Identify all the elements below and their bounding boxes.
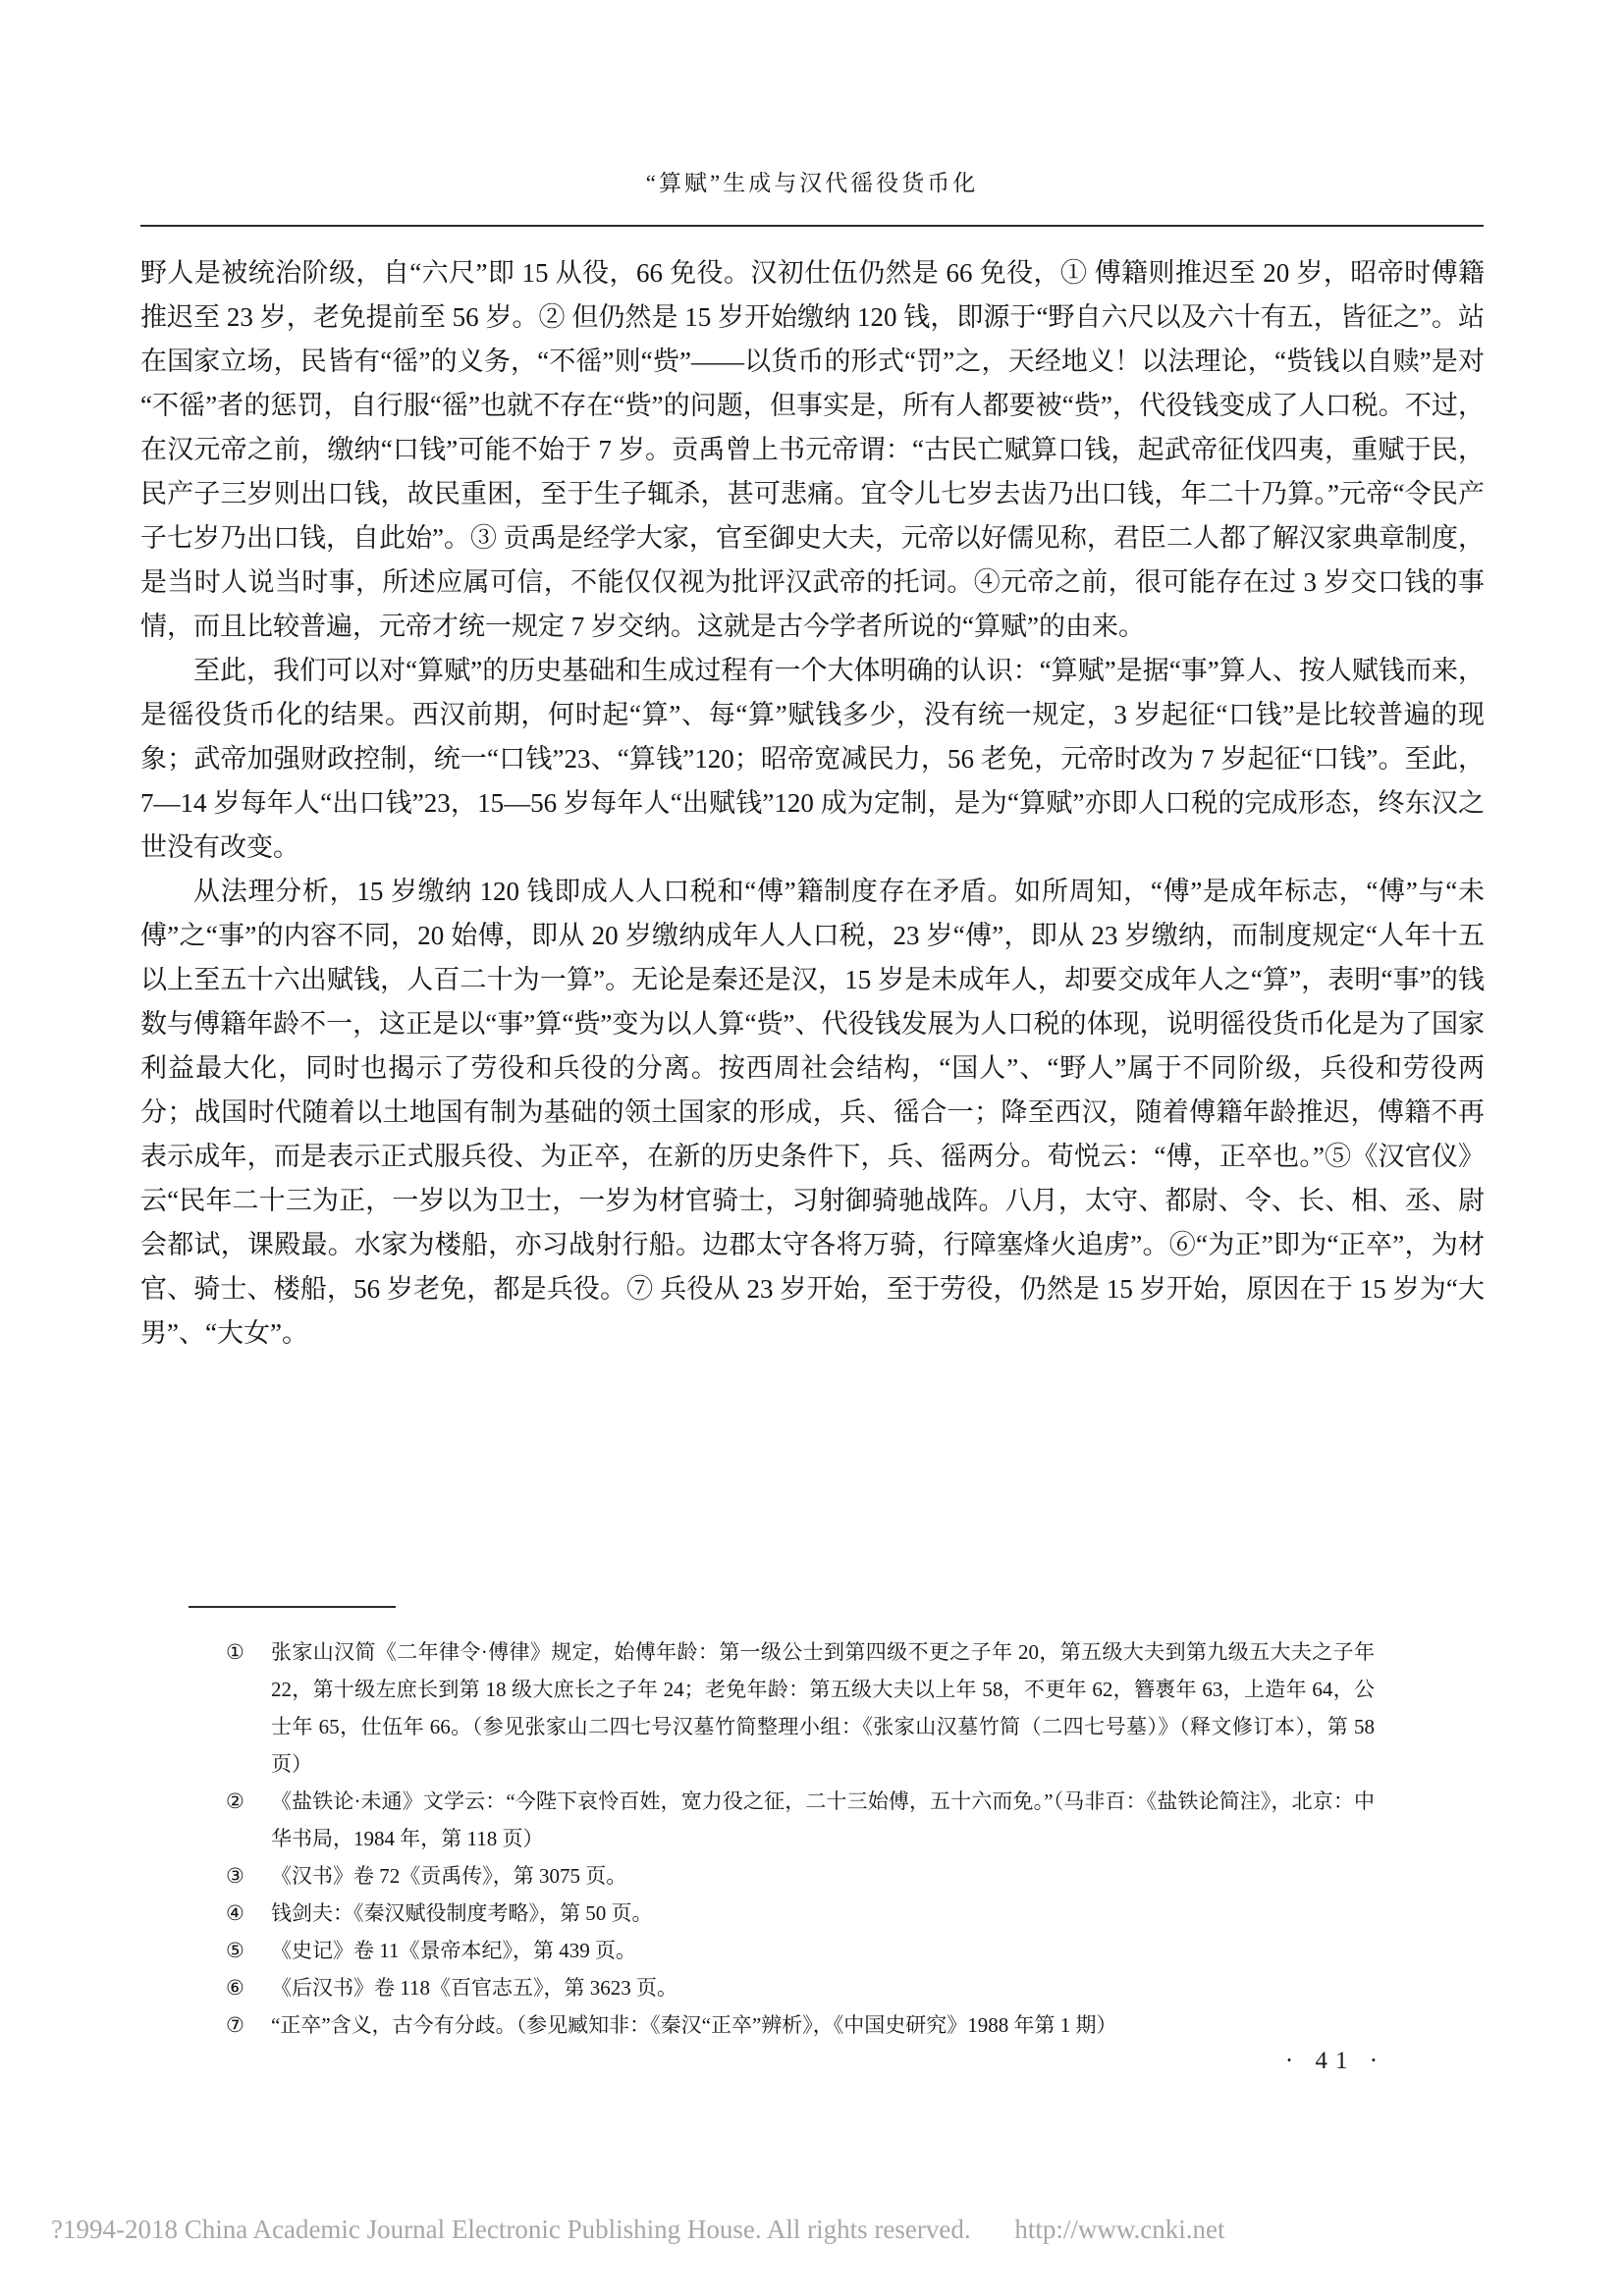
footnote-item bbox=[226, 1969, 1375, 2006]
footnote-marker: ⑥ bbox=[226, 1976, 244, 2000]
header-divider bbox=[140, 225, 1484, 227]
footnote-text: 张家山汉简《二年律令·傅律》规定，始傅年龄：第一级公士到第四级不更之子年 20，第五级大夫到第九级五大夫之子年 22，第十级左庶长到第 18 级大庶长之子年 24；老免年龄：第五级大夫以上年 58，不更年 62，簪褭年 63，上造年 64，公士年 65，仕伍年 66。（参见张家山二四七号汉墓竹简整理小组：《张家山汉墓竹简（二四七号墓）》（释文修订本），第 58 页） bbox=[271, 1640, 1375, 1776]
paragraph: 从法理分析，15 岁缴纳 120 钱即成人人口税和“傅”籍制度存在矛盾。如所周知，“傅”是成年标志，“傅”与“未傅”之“事”的内容不同，20 始傅，即从 20 岁缴纳成年人人口税，23 岁“傅”，即从 23 岁缴纳，而制度规定“人年十五以上至五十六出赋钱，人百二十为一算”。无论是秦还是汉，15 岁是未成年人，却要交成年人之“算”，表明“事”的钱数与傅籍年龄不一，这正是以“事”算“赀”变为以人算“赀”、代役钱发展为人口税的体现，说明徭役货币化是为了国家利益最大化，同时也揭示了劳役和兵役的分离。按西周社会结构，“国人”、“野人”属于不同阶级，兵役和劳役两分；战国时代随着以土地国有制为基础的领土国家的形成，兵、徭合一；降至西汉，随着傅籍年龄推迟，傅籍不再表示成年，而是表示正式服兵役、为正卒，在新的历史条件下，兵、徭两分。荀悦云：“傅，正卒也。”⑤《汉官仪》云“民年二十三为正，一岁以为卫士，一岁为材官骑士，习射御骑驰战阵。八月，太守、都尉、令、长、相、丞、尉会都试，课殿最。水家为楼船，亦习战射行船。边郡太守各将万骑，行障塞烽火追虏”。⑥“为正”即为“正卒”，为材官、骑士、楼船，56 岁老免，都是兵役。⑦ 兵役从 23 岁开始，至于劳役，仍然是 15 岁开始，原因在于 15 岁为“大男”、“大女”。 bbox=[140, 877, 1485, 1348]
footnote-item bbox=[226, 1783, 1375, 1857]
article-body bbox=[140, 251, 1485, 1356]
footnote-item bbox=[226, 1895, 1375, 1932]
watermark-footer bbox=[51, 2215, 1585, 2245]
copyright-watermark: ?1994-2018 China Academic Journal Electronic Publishing House. All rights reserved. bbox=[51, 2215, 971, 2244]
footnote-text: 《汉书》卷 72《贡禹传》，第 3075 页。 bbox=[271, 1864, 627, 1888]
page-number: · 41 · bbox=[1284, 2048, 1386, 2074]
footnote-item bbox=[226, 1857, 1375, 1895]
footnote-list bbox=[226, 1633, 1375, 2044]
footnote-text: 《盐铁论·未通》文学云：“今陛下哀怜百姓，宽力役之征，二十三始傅，五十六而免。”（马非百：《盐铁论简注》，北京：中华书局，1984 年，第 118 页） bbox=[271, 1789, 1375, 1850]
footnote-marker: ① bbox=[226, 1640, 244, 1664]
footnote-marker: ⑤ bbox=[226, 1939, 244, 1962]
footnote-text: “正卒”含义，古今有分歧。（参见臧知非：《秦汉“正卒”辨析》，《中国史研究》1988 年第 1 期） bbox=[271, 2013, 1117, 2037]
footnote-item bbox=[226, 1633, 1375, 1783]
paragraph-continuation: 野人是被统治阶级，自“六尺”即 15 从役，66 免役。汉初仕伍仍然是 66 免役，① 傅籍则推迟至 20 岁，昭帝时傅籍推迟至 23 岁，老免提前至 56 岁。② 但仍然是 15 岁开始缴纳 120 钱，即源于“野自六尺以及六十有五，皆征之”。站在国家立场，民皆有“徭”的义务，“不徭”则“赀”——以货币的形式“罚”之，天经地义！以法理论，“赀钱以自赎”是对“不徭”者的惩罚，自行服“徭”也就不存在“赀”的问题，但事实是，所有人都要被“赀”，代役钱变成了人口税。不过，在汉元帝之前，缴纳“口钱”可能不始于 7 岁。贡禹曾上书元帝谓：“古民亡赋算口钱，起武帝征伐四夷，重赋于民，民产子三岁则出口钱，故民重困，至于生子辄杀，甚可悲痛。宜令儿七岁去齿乃出口钱，年二十乃算。”元帝“令民产子七岁乃出口钱，自此始”。③ 贡禹是经学大家，官至御史大夫，元帝以好儒见称，君臣二人都了解汉家典章制度，是当时人说当时事，所述应属可信，不能仅仅视为批评汉武帝的托词。④元帝之前，很可能存在过 3 岁交口钱的事情，而且比较普遍，元帝才统一规定 7 岁交纳。这就是古今学者所说的“算赋”的由来。 bbox=[140, 258, 1485, 641]
running-header-title: “算赋”生成与汉代徭役货币化 bbox=[645, 171, 979, 195]
watermark-url: http://www.cnki.net bbox=[1014, 2215, 1225, 2244]
footnote-divider bbox=[189, 1606, 396, 1608]
footnote-text: 钱剑夫：《秦汉赋役制度考略》，第 50 页。 bbox=[271, 1901, 653, 1925]
paragraph: 至此，我们可以对“算赋”的历史基础和生成过程有一个大体明确的认识：“算赋”是据“事”算人、按人赋钱而来，是徭役货币化的结果。西汉前期，何时起“算”、每“算”赋钱多少，没有统一规定，3 岁起征“口钱”是比较普遍的现象；武帝加强财政控制，统一“口钱”23、“算钱”120；昭帝宽减民力，56 老免，元帝时改为 7 岁起征“口钱”。至此，7—14 岁每年人“出口钱”23，15—56 岁每年人“出赋钱”120 成为定制，是为“算赋”亦即人口税的完成形态，终东汉之世没有改变。 bbox=[140, 656, 1485, 862]
footnote-text: 《史记》卷 11《景帝本纪》，第 439 页。 bbox=[271, 1939, 636, 1962]
footnote-marker: ② bbox=[226, 1789, 244, 1813]
footnote-marker: ④ bbox=[226, 1901, 244, 1925]
footnote-item bbox=[226, 1932, 1375, 1969]
footnote-text: 《后汉书》卷 118《百官志五》，第 3623 页。 bbox=[271, 1976, 677, 2000]
footnote-item bbox=[226, 2006, 1375, 2044]
footnote-marker: ③ bbox=[226, 1864, 244, 1888]
footnote-marker: ⑦ bbox=[226, 2013, 244, 2037]
